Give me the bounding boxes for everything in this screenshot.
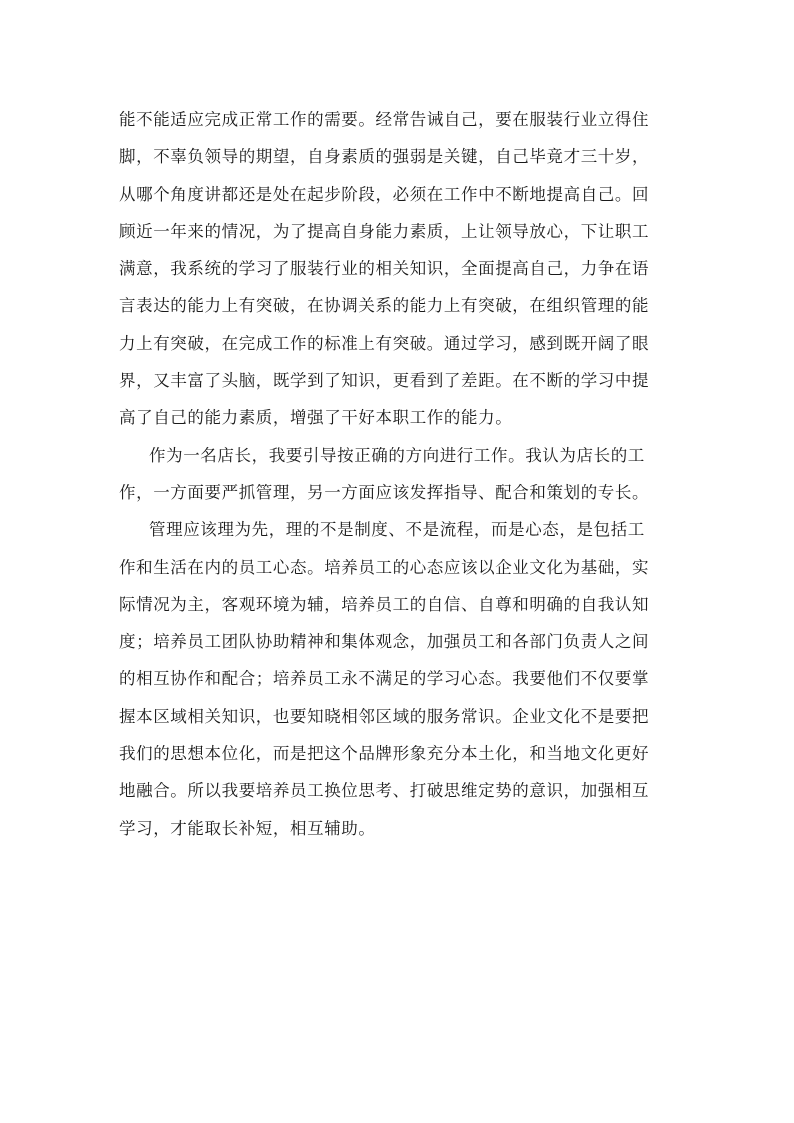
paragraph-line: 高了自己的能力素质，增强了干好本职工作的能力。 bbox=[119, 408, 513, 428]
paragraph-line: 的相互协作和配合；培养员工永不满足的学习心态。我要他们不仅要掌 bbox=[119, 669, 650, 689]
paragraph-line: 能不能适应完成正常工作的需要。经常告诫自己，要在服装行业立得住 bbox=[119, 110, 650, 129]
paragraph-line: 作和生活在内的员工心态。培养员工的心态应该以企业文化为基础，实 bbox=[119, 557, 650, 577]
paragraph-line: 满意，我系统的学习了服装行业的相关知识，全面提高自己，力争在语 bbox=[119, 259, 650, 279]
paragraph-line: 从哪个角度讲都还是处在起步阶段，必须在工作中不断地提高自己。回 bbox=[119, 184, 650, 204]
paragraph-1 bbox=[119, 101, 679, 437]
paragraph-line: 言表达的能力上有突破，在协调关系的能力上有突破，在组织管理的能 bbox=[119, 296, 650, 316]
paragraph-line: 握本区域相关知识，也要知晓相邻区域的服务常识。企业文化不是要把 bbox=[119, 706, 650, 726]
document-body bbox=[119, 101, 679, 847]
paragraph-line: 力上有突破，在完成工作的标准上有突破。通过学习，感到既开阔了眼 bbox=[119, 333, 650, 353]
paragraph-2 bbox=[119, 437, 679, 512]
paragraph-line: 度；培养员工团队协助精神和集体观念，加强员工和各部门负责人之间 bbox=[119, 632, 650, 652]
paragraph-3 bbox=[119, 511, 679, 847]
paragraph-line: 管理应该理为先，理的不是制度、不是流程，而是心态，是包括工 bbox=[149, 520, 645, 540]
paragraph-line: 地融合。所以我要培养员工换位思考、打破思维定势的意识，加强相互 bbox=[119, 781, 650, 801]
paragraph-line: 作，一方面要严抓管理，另一方面应该发挥指导、配合和策划的专长。 bbox=[119, 482, 650, 502]
paragraph-line: 界，又丰富了头脑，既学到了知识，更看到了差距。在不断的学习中提 bbox=[119, 371, 650, 391]
paragraph-line: 际情况为主，客观环境为辅，培养员工的自信、自尊和明确的自我认知 bbox=[119, 594, 650, 614]
paragraph-line: 学习，才能取长补短，相互辅助。 bbox=[119, 818, 376, 838]
paragraph-line: 顾近一年来的情况，为了提高自身能力素质，上让领导放心，下让职工 bbox=[119, 221, 650, 241]
paragraph-line: 脚，不辜负领导的期望，自身素质的强弱是关键，自己毕竟才三十岁， bbox=[119, 147, 650, 167]
paragraph-line: 我们的思想本位化，而是把这个品牌形象充分本土化，和当地文化更好 bbox=[119, 744, 650, 764]
paragraph-line: 作为一名店长，我要引导按正确的方向进行工作。我认为店长的工 bbox=[149, 445, 645, 465]
